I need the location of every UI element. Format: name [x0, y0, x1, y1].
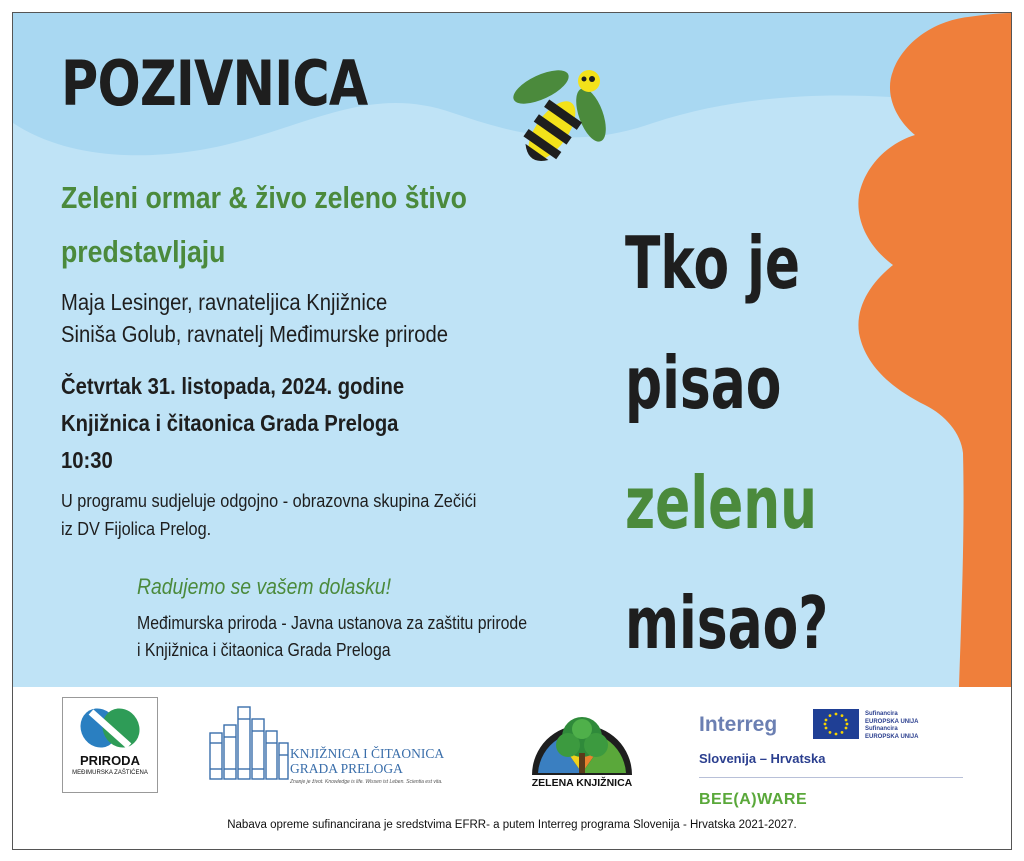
invitation-subtitle	[61, 171, 467, 279]
priroda-name: PRIRODA	[80, 753, 140, 768]
welcome-text: Radujemo se vašem dolasku!	[137, 574, 391, 599]
subtitle-line: Zeleni ormar & živo zeleno štivo	[61, 180, 467, 215]
zelena-knjiznica-label: ZELENA KNJIŽNICA	[531, 777, 633, 789]
invitation-title: POZIVNICA	[61, 47, 368, 120]
poster-area	[13, 13, 1011, 687]
library-logo	[208, 703, 498, 793]
event-venue: Knjižnica i čitaonica Grada Preloga	[61, 410, 399, 436]
eu-text-line: EUROPSKA UNIJA	[865, 733, 919, 740]
question-line-highlight: zelenu	[625, 461, 818, 545]
eu-text-line: Sufinancira	[865, 726, 898, 732]
event-date: Četvrtak 31. listopada, 2024. godine	[61, 373, 405, 399]
event-details	[61, 368, 404, 479]
organizer-line: i Knjižnica i čitaonica Grada Preloga	[137, 640, 391, 660]
host-line: Maja Lesinger, ravnateljica Knjižnice	[61, 289, 388, 315]
subtitle-line: predstavljaju	[61, 234, 226, 269]
books-icon	[208, 703, 290, 783]
bee-icon	[503, 51, 613, 171]
program-note	[61, 487, 476, 543]
program-line: U programu sudjeluje odgojno - obrazovna skupina Zečići	[61, 490, 477, 511]
question-line: pisao	[625, 341, 782, 425]
organizers	[137, 610, 527, 664]
orange-tree-shape	[858, 13, 1011, 687]
question-line: Tko je	[625, 221, 801, 305]
eu-text-line: Sufinancira	[865, 711, 898, 717]
project-name: BEE(A)WARE	[699, 791, 808, 808]
divider	[699, 777, 963, 778]
eu-text-line: EUROPSKA UNIJA	[865, 718, 919, 725]
priroda-subtitle: MEĐIMURSKA ZAŠTIĆENA	[72, 770, 148, 776]
eu-flag-icon	[813, 709, 859, 739]
priroda-emblem-icon	[63, 700, 157, 756]
host-line: Siniša Golub, ravnatelj Međimurske prirode	[61, 321, 448, 347]
hosts	[61, 286, 448, 350]
eu-cofinancing-label	[865, 711, 918, 741]
zelena-knjiznica-logo-icon	[528, 707, 636, 777]
question-line: misao?	[625, 581, 829, 665]
library-name-line: KNJIŽNICA I ČITAONICA	[290, 746, 445, 761]
program-line: iz DV Fijolica Prelog.	[61, 518, 212, 539]
organizer-line: Međimurska priroda - Javna ustanova za zaštitu prirode	[137, 613, 528, 633]
library-name	[290, 746, 444, 776]
library-motto: Znanje je život. Knowledge is life. Wissen ist Leben. Scientia est vita.	[290, 779, 443, 785]
interreg-wordmark: Interreg	[699, 713, 778, 736]
invitation-card	[12, 12, 1012, 850]
priroda-logo	[62, 697, 158, 793]
funding-note: Nabava opreme sufinancirana je sredstvima EFRR- a putem Interreg programa Slovenija - Hrvatska 2021-2027.	[227, 819, 797, 831]
sponsor-footer	[13, 687, 1011, 850]
library-name-line: GRADA PRELOGA	[290, 761, 403, 776]
interreg-program-name: Slovenija – Hrvatska	[699, 751, 826, 766]
question-heading	[625, 203, 828, 683]
event-time: 10:30	[61, 447, 113, 473]
